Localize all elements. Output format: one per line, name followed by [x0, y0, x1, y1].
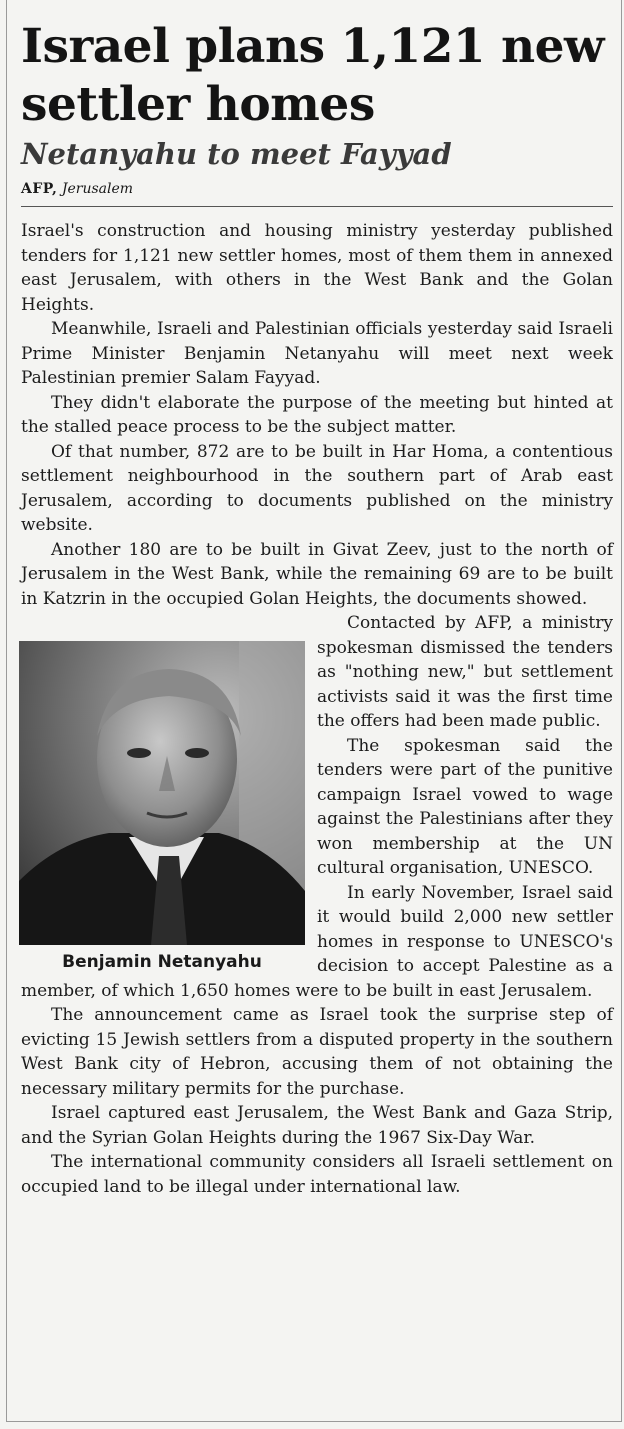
paragraph: The announcement came as Israel took the surprise step of evicting 15 Jewish settlers from a disputed property in the southern West Bank city of Hebron, accusing them of not obtaining the necessary military permits for the purchase. [21, 1005, 613, 1099]
article [21, 18, 613, 1199]
paragraph: The international community considers all Israeli settlement on occupied land to be illegal under international law. [21, 1152, 613, 1197]
paragraph: They didn't elaborate the purpose of the meeting but hinted at the stalled peace process to be the subject matter. [21, 392, 613, 437]
paragraph: In early November, Israel said it would build 2,000 new settler homes in response to UNESCO's decision to accept Palestine as a member, of which 1,650 homes were to be built in east Jerusalem. [21, 882, 613, 1001]
paragraph: Of that number, 872 are to be built in Har Homa, a contentious settlement neighbourhood in the southern part of Arab east Jerusalem, according to documents published on the ministry website. [21, 441, 613, 535]
subheadline: Netanyahu to meet Fayyad [21, 137, 452, 171]
portrait-photo [19, 641, 305, 945]
headline: Israel plans 1,121 new settler homes [21, 19, 605, 132]
paragraph: The spokesman said the tenders were part of the punitive campaign Israel vowed to wage against the Palestinians after they won membership at the UN cultural organisation, UNESCO. [317, 735, 613, 878]
byline [21, 180, 613, 207]
byline-agency: AFP, [21, 181, 58, 197]
article-frame [6, 0, 622, 1422]
byline-place: Jerusalem [61, 181, 134, 197]
photo-block [19, 641, 305, 973]
article-body [21, 219, 613, 1199]
paragraph: Another 180 are to be built in Givat Zeev, just to the north of Jerusalem in the West Bank, while the remaining 69 are to be built in Katzrin in the occupied Golan Heights, the documents showed. [21, 539, 613, 609]
paragraph: Meanwhile, Israeli and Palestinian officials yesterday said Israeli Prime Minister Benjamin Netanyahu will meet next week Palestinian premier Salam Fayyad. [21, 319, 613, 388]
paragraph: Contacted by AFP, a ministry spokesman dismissed the tenders as "nothing new," but settlement activists said it was the first time the offers had been made public. [317, 613, 613, 731]
paragraph: Israel captured east Jerusalem, the West Bank and Gaza Strip, and the Syrian Golan Heights during the 1967 Six-Day War. [21, 1103, 613, 1148]
photo-caption: Benjamin Netanyahu [62, 952, 262, 972]
paragraph: Israel's construction and housing ministry yesterday published tenders for 1,121 new settler homes, most of them them in annexed east Jerusalem, with others in the West Bank and the Golan Heights. [21, 221, 613, 315]
